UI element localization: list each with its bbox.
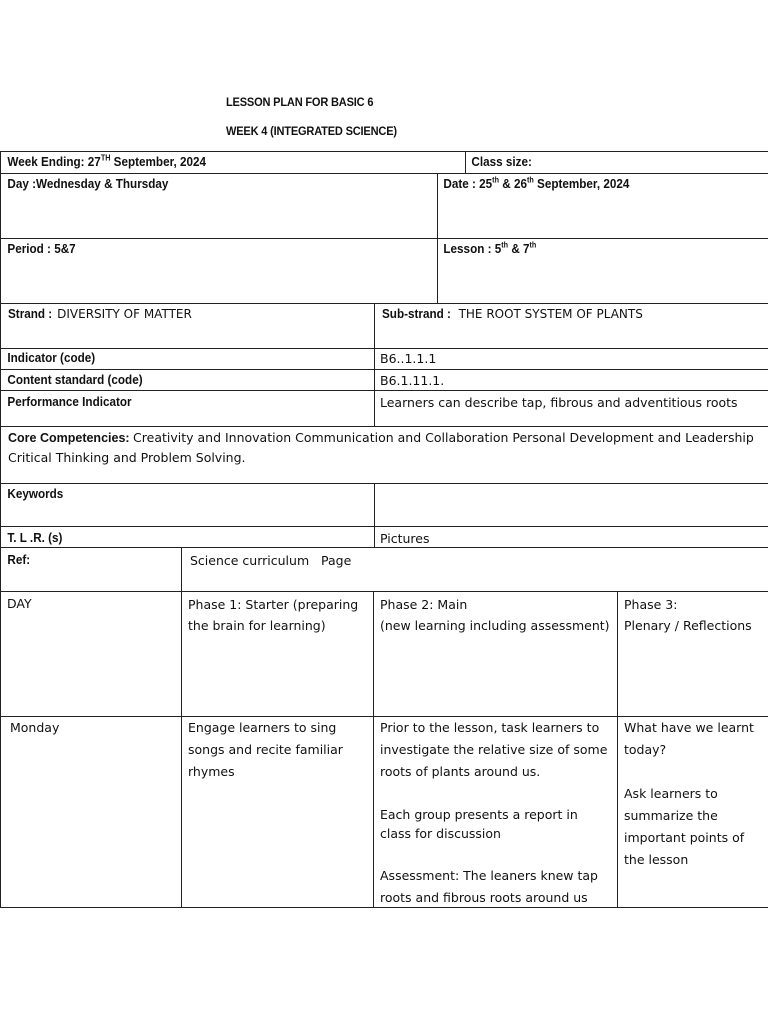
performance-indicator-label: Performance Indicator: [7, 394, 132, 409]
monday-phase1: Engage learners to sing songs and recite familiar rhymes: [188, 720, 343, 779]
tlr-value: Pictures: [380, 531, 430, 546]
performance-indicator-value: Learners can describe tap, fibrous and adventitious roots: [380, 395, 738, 410]
day-label: Day :Wednesday & Thursday: [7, 176, 169, 191]
monday-phase2: [374, 715, 614, 911]
monday-day-cell: [0, 716, 182, 908]
page-subtitle: WEEK 4 (INTEGRATED SCIENCE): [226, 124, 397, 138]
ref-value: Science curriculum Page: [190, 553, 352, 568]
phase3-header: [618, 592, 768, 638]
indicator-label: Indicator (code): [7, 350, 96, 365]
strand-label: Strand :DIVERSITY OF MATTER: [8, 306, 192, 321]
content-standard-label: Content standard (code): [7, 372, 143, 387]
phase1-header: Phase 1: Starter (preparing the brain for learning): [188, 597, 359, 633]
tlr-label: T. L .R. (s): [7, 530, 63, 545]
monday-phase3-question: What have we learnt today?: [624, 720, 754, 757]
lesson-label: Lesson : 5th & 7th: [443, 240, 537, 256]
page-title: LESSON PLAN FOR BASIC 6: [226, 95, 374, 109]
period-label: Period : 5&7: [7, 241, 76, 256]
day-header: DAY: [7, 596, 32, 611]
core-competencies: Core Competencies: Creativity and Innovation Communication and Collaboration Personal Development and Leadership Critical Thinking and Problem Solving.: [8, 430, 754, 465]
sub-strand-label: Sub-strand :THE ROOT SYSTEM OF PLANTS: [382, 306, 643, 321]
sub-strand-value: THE ROOT SYSTEM OF PLANTS: [458, 307, 643, 321]
keywords-value: [374, 484, 386, 488]
class-size-label: Class size:: [471, 154, 532, 169]
phase2-header-line2: (new learning including assessment): [380, 618, 610, 633]
core-competencies-value: Creativity and Innovation Communication and Collaboration Personal Development and Leadership Critical Thinking and Problem Solving.: [8, 430, 754, 465]
phase3-header-line2: Plenary / Reflections: [624, 618, 752, 633]
strand-value: DIVERSITY OF MATTER: [57, 307, 192, 321]
week-ending-label: Week Ending: 27TH September, 2024: [7, 153, 207, 169]
monday-phase2-assessment: Assessment: The leaners knew tap roots and fibrous roots around us: [380, 868, 598, 905]
monday-phase3: [618, 715, 768, 873]
content-standard-value: B6.1.11.1.: [380, 373, 445, 388]
phase2-header: [374, 592, 618, 638]
date-label: Date : 25th & 26th September, 2024: [443, 175, 630, 191]
phase2-header-line1: Phase 2: Main: [380, 597, 468, 612]
monday-day: Monday: [10, 720, 60, 735]
indicator-value: B6..1.1.1: [380, 351, 437, 366]
monday-phase3-summary: Ask learners to summarize the important points of the lesson: [624, 786, 745, 867]
ref-label: Ref:: [7, 552, 31, 567]
keywords-value-cell: [374, 483, 768, 527]
monday-phase2-report: Each group presents a report in class for discussion: [380, 807, 578, 841]
phase3-header-line1: Phase 3:: [624, 597, 678, 612]
keywords-label: Keywords: [7, 486, 64, 501]
monday-phase2-prior: Prior to the lesson, task learners to investigate the relative size of some roots of plants around us.: [380, 720, 608, 779]
